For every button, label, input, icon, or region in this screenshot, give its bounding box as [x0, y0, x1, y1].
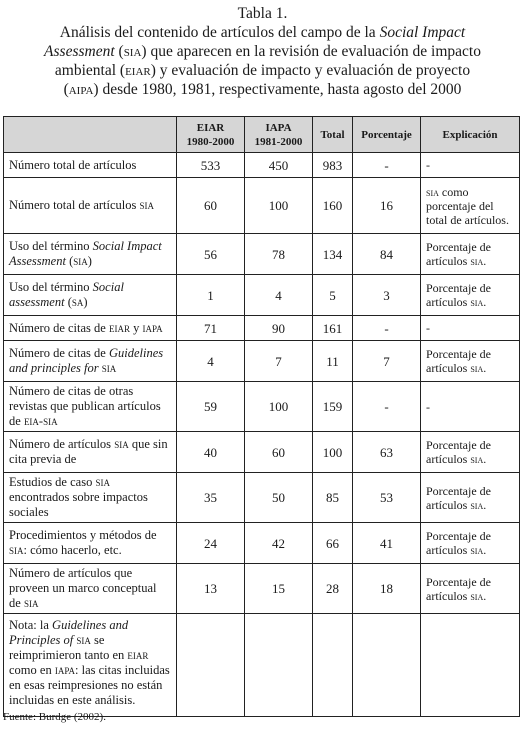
row-eiar: 56 — [177, 234, 245, 275]
row-explicacion: Porcentaje de artículos sia. — [421, 473, 520, 523]
empty-cell — [353, 614, 421, 717]
row-total: 100 — [313, 432, 353, 473]
row-eiar: 4 — [177, 341, 245, 382]
row-iapa: 78 — [245, 234, 313, 275]
row-explicacion: - — [421, 382, 520, 432]
row-concept: Número de citas de otras revistas que publican artículos de eia-sia — [4, 382, 177, 432]
row-iapa: 50 — [245, 473, 313, 523]
header-iapa: IAPA 1981-2000 — [245, 117, 313, 153]
row-concept: Número de citas de Guidelines and principles for sia — [4, 341, 177, 382]
source-citation: Fuente: Burdge (2002). — [3, 711, 106, 723]
row-concept: Uso del término Social Impact Assessment (sia) — [4, 234, 177, 275]
row-total: 160 — [313, 178, 353, 234]
header-porcentaje: Porcentaje — [353, 117, 421, 153]
row-concept: Número de artículos que proveen un marco conceptual de sia — [4, 564, 177, 614]
row-iapa: 7 — [245, 341, 313, 382]
row-concept: Uso del término Social assessment (sa) — [4, 275, 177, 316]
caption-line-2: Análisis del contenido de artículos del campo de la Social Impact — [59, 24, 466, 41]
row-porcentaje: 18 — [353, 564, 421, 614]
table-row — [4, 473, 520, 523]
row-total: 5 — [313, 275, 353, 316]
row-explicacion: - — [421, 153, 520, 178]
row-concept: Número de artículos sia que sin cita previa de — [4, 432, 177, 473]
row-total: 161 — [313, 316, 353, 341]
table-header-row — [4, 117, 520, 153]
row-porcentaje: 84 — [353, 234, 421, 275]
row-iapa: 42 — [245, 523, 313, 564]
table-row — [4, 432, 520, 473]
row-total: 11 — [313, 341, 353, 382]
row-total: 66 — [313, 523, 353, 564]
row-porcentaje: - — [353, 153, 421, 178]
empty-cell — [421, 614, 520, 717]
row-iapa: 100 — [245, 382, 313, 432]
empty-cell — [245, 614, 313, 717]
table-note-row — [4, 614, 520, 717]
row-concept: Número total de artículos sia — [4, 178, 177, 234]
row-porcentaje: 16 — [353, 178, 421, 234]
caption-line-4: ambiental (eiar) y evaluación de impacto y evaluación de proyecto — [54, 62, 471, 79]
row-total: 159 — [313, 382, 353, 432]
header-explicacion: Explicación — [421, 117, 520, 153]
table-row — [4, 523, 520, 564]
row-total: 28 — [313, 564, 353, 614]
row-explicacion: sia como porcentaje del total de artículos. — [421, 178, 520, 234]
row-eiar: 1 — [177, 275, 245, 316]
row-eiar: 533 — [177, 153, 245, 178]
row-iapa: 15 — [245, 564, 313, 614]
row-concept: Procedimientos y métodos de sia: cómo hacerlo, etc. — [4, 523, 177, 564]
row-porcentaje: 53 — [353, 473, 421, 523]
row-explicacion: Porcentaje de artículos sia. — [421, 564, 520, 614]
row-eiar: 24 — [177, 523, 245, 564]
row-concept: Estudios de caso sia encontrados sobre impactos sociales — [4, 473, 177, 523]
empty-cell — [313, 614, 353, 717]
header-total: Total — [313, 117, 353, 153]
row-eiar: 40 — [177, 432, 245, 473]
row-porcentaje: 3 — [353, 275, 421, 316]
caption-line-1: Tabla 1. — [237, 5, 288, 22]
row-explicacion: - — [421, 316, 520, 341]
row-iapa: 4 — [245, 275, 313, 316]
row-eiar: 13 — [177, 564, 245, 614]
row-porcentaje: 63 — [353, 432, 421, 473]
row-total: 85 — [313, 473, 353, 523]
row-explicacion: Porcentaje de artículos sia. — [421, 432, 520, 473]
table-row — [4, 341, 520, 382]
row-explicacion: Porcentaje de artículos sia. — [421, 275, 520, 316]
row-eiar: 60 — [177, 178, 245, 234]
row-iapa: 60 — [245, 432, 313, 473]
row-porcentaje: 7 — [353, 341, 421, 382]
table-row — [4, 178, 520, 234]
row-porcentaje: - — [353, 382, 421, 432]
row-eiar: 71 — [177, 316, 245, 341]
row-total: 134 — [313, 234, 353, 275]
row-explicacion: Porcentaje de artículos sia. — [421, 523, 520, 564]
table-row — [4, 564, 520, 614]
table-note: Nota: la Guidelines and Principles of sia se reimprimieron tanto en eiar como en iapa: las citas incluidas en esas reimpresiones no están incluidas en este análisis. — [4, 614, 177, 717]
header-concept — [4, 117, 177, 153]
table-row — [4, 275, 520, 316]
row-iapa: 100 — [245, 178, 313, 234]
row-porcentaje: 41 — [353, 523, 421, 564]
row-concept: Número de citas de eiar y iapa — [4, 316, 177, 341]
row-iapa: 450 — [245, 153, 313, 178]
row-explicacion: Porcentaje de artículos sia. — [421, 341, 520, 382]
content-analysis-table — [3, 116, 520, 717]
caption-line-3: Assessment (sia) que aparecen en la revisión de evaluación de impacto — [44, 43, 481, 60]
empty-cell — [177, 614, 245, 717]
table-row — [4, 234, 520, 275]
row-porcentaje: - — [353, 316, 421, 341]
table-caption — [0, 4, 525, 99]
caption-line-5: (aipa) desde 1980, 1981, respectivamente, hasta agosto del 2000 — [63, 81, 462, 98]
row-concept: Número total de artículos — [4, 153, 177, 178]
row-eiar: 35 — [177, 473, 245, 523]
table-row — [4, 153, 520, 178]
row-explicacion: Porcentaje de artículos sia. — [421, 234, 520, 275]
row-eiar: 59 — [177, 382, 245, 432]
row-iapa: 90 — [245, 316, 313, 341]
table-row — [4, 316, 520, 341]
row-total: 983 — [313, 153, 353, 178]
table-row — [4, 382, 520, 432]
header-eiar: EIAR 1980-2000 — [177, 117, 245, 153]
